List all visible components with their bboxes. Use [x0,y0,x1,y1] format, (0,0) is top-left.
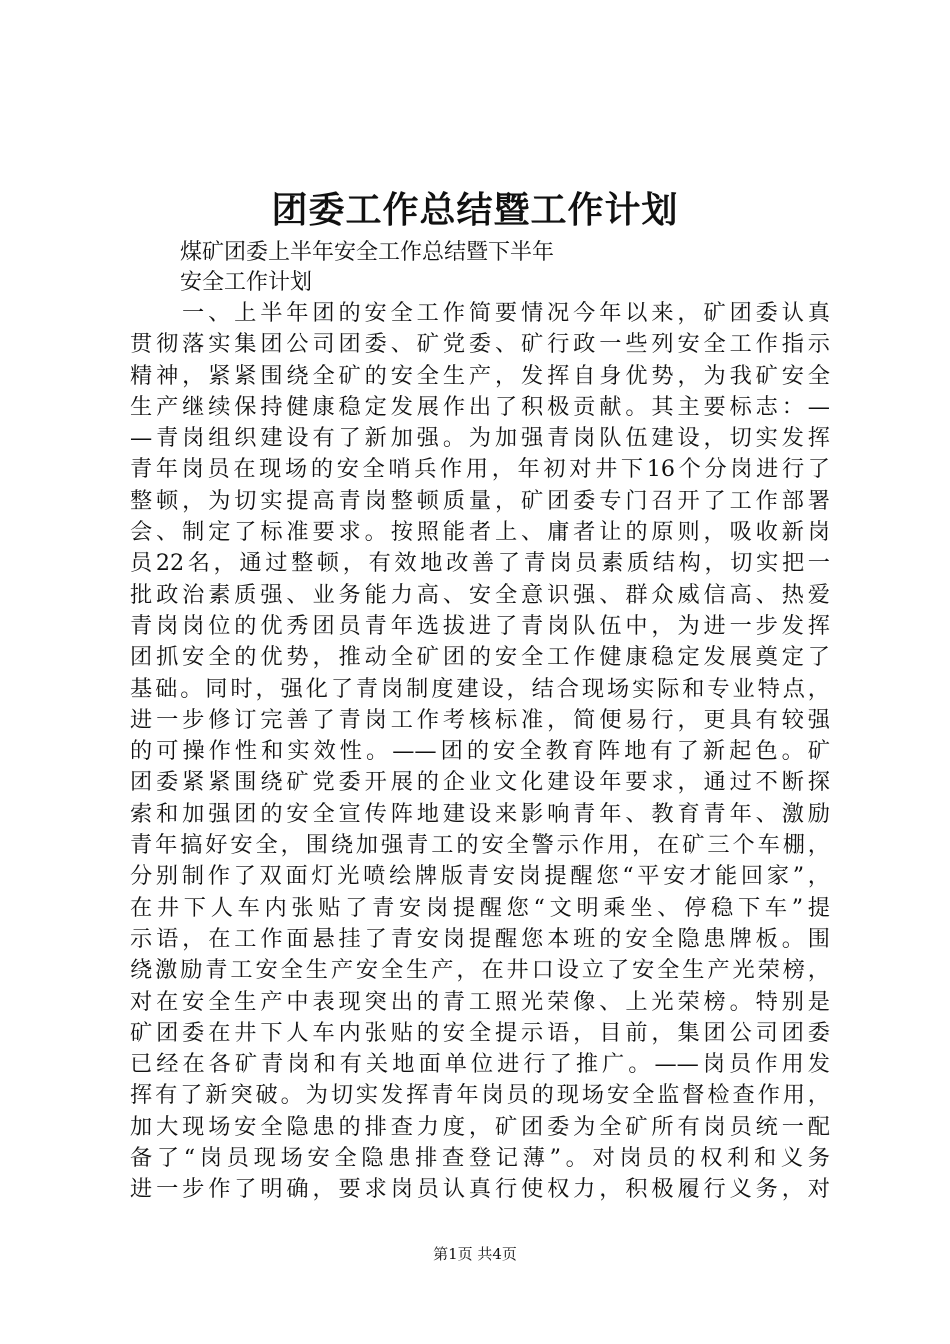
body-line: 绕激励青工安全生产安全生产，在井口设立了安全生产光荣榜， [130,957,830,984]
body-line: 在井下人车内张贴了青安岗提醒您“文明乘坐、停稳下车”提 [130,894,830,921]
body-line: —青岗组织建设有了新加强。为加强青岗队伍建设，切实发挥 [130,425,830,452]
body-line: 的可操作性和实效性。——团的安全教育阵地有了新起色。矿 [130,738,830,765]
body-line: 青岗岗位的优秀团员青年选拔进了青岗队伍中，为进一步发挥 [130,612,830,639]
body-line: 批政治素质强、业务能力高、安全意识强、群众威信高、热爱 [130,581,830,608]
body-line: 基础。同时，强化了青岗制度建设，结合现场实际和专业特点， [130,675,830,702]
body-line: 青年岗员在现场的安全哨兵作用，年初对井下16个分岗进行了 [130,456,830,483]
document-title: 团委工作总结暨工作计划 [271,189,679,231]
body-line: 会、制定了标准要求。按照能者上、庸者让的原则，吸收新岗 [130,519,830,546]
body-line: 贯彻落实集团公司团委、矿党委、矿行政一些列安全工作指示 [130,331,830,358]
body-line: 进一步修订完善了青岗工作考核标准，简便易行，更具有较强 [130,706,830,733]
body-line: 青年搞好安全，围绕加强青工的安全警示作用，在矿三个车棚， [130,832,830,859]
body-line: 团委紧紧围绕矿党委开展的企业文化建设年要求，通过不断探 [130,769,830,796]
body-line: 已经在各矿青岗和有关地面单位进行了推广。——岗员作用发 [130,1051,830,1078]
body-text [130,298,830,1206]
body-line: 分别制作了双面灯光喷绘牌版青安岗提醒您“平安才能回家”， [130,863,830,890]
body-line: 整顿，为切实提高青岗整顿质量，矿团委专门召开了工作部署 [130,487,830,514]
body-line: 对在安全生产中表现突出的青工照光荣像、上光荣榜。特别是 [130,988,830,1015]
body-line: 示语，在工作面悬挂了青安岗提醒您本班的安全隐患牌板。围 [130,925,830,952]
body-line: 矿团委在井下人车内张贴的安全提示语，目前，集团公司团委 [130,1019,830,1046]
body-line: 挥有了新突破。为切实发挥青年岗员的现场安全监督检查作用， [130,1082,830,1109]
body-line: 员22名，通过整顿，有效地改善了青岗员素质结构，切实把一 [130,550,830,577]
body-line: 精神，紧紧围绕全矿的安全生产，发挥自身优势，为我矿安全 [130,362,830,389]
body-line: 一、上半年团的安全工作简要情况今年以来，矿团委认真 [182,300,830,326]
body-line: 加大现场安全隐患的排查力度，矿团委为全矿所有岗员统一配 [130,1113,830,1140]
body-line: 备了“岗员现场安全隐患排查登记薄”。对岗员的权利和义务 [130,1145,830,1172]
body-line: 进一步作了明确，要求岗员认真行使权力，积极履行义务，对 [130,1176,830,1203]
subtitle-line: 安全工作计划 [180,270,313,295]
body-line: 生产继续保持健康稳定发展作出了积极贡献。其主要标志：— [130,393,830,420]
body-line: 索和加强团的安全宣传阵地建设来影响青年、教育青年、激励 [130,800,830,827]
body-line: 团抓安全的优势，推动全矿团的安全工作健康稳定发展奠定了 [130,644,830,671]
subtitle-line: 煤矿团委上半年安全工作总结暨下半年 [180,240,555,265]
page-footer: 第1页 共4页 [433,1245,517,1263]
